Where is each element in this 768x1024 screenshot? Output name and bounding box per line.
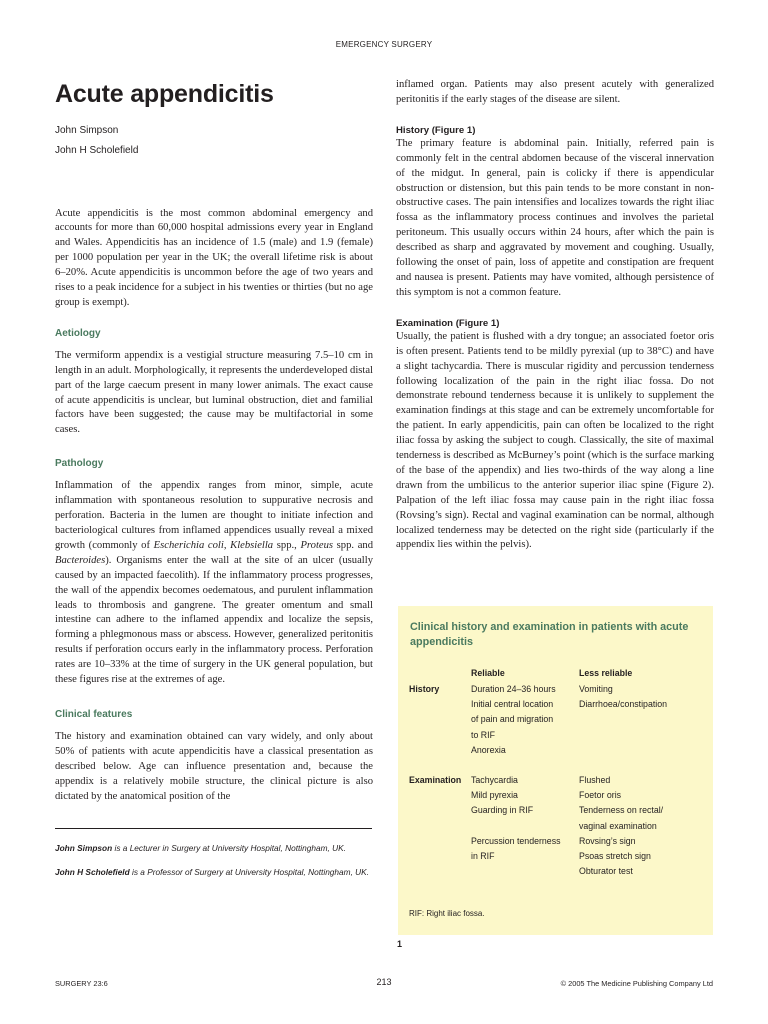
table-cell: Tenderness on rectal/ [579,805,664,816]
table-cell: in RIF [471,851,495,862]
table-cell: of pain and migration [471,714,554,725]
table-cell: Percussion tenderness [471,836,561,846]
bio-2-text: is a Professor of Surgery at University Hospital, Nottingham, UK. [129,867,370,878]
pathology-paragraph [55,479,373,688]
organism-escherichia: Escherichia coli [153,539,224,551]
table-cell: Rovsing’s sign [579,835,636,846]
intro-paragraph: Acute appendicitis is the most common abdominal emergency and accounts for more than 60,000 hospital admissions every year in England and Wales. Appendicitis has an incidence of 1.5 (male) and 1.9 (female) per 1000 population per year in the UK; the overall lifetime risk is about 6–20%. Acute appendicitis is uncommon before the age of two years and rises to a peak incidence for a subject in his twenties or thirties (but no age group is exempt). [55,207,373,308]
table-cell: Initial central location [471,699,554,710]
clinical-features-heading: Clinical features [55,708,133,720]
table-col-less-reliable: Less reliable [579,668,633,678]
table-cell: to RIF [471,729,495,740]
clinical-continuation: inflamed organ. Patients may also present acutely with generalized peritonitis if the early stages of the disease are silent. [396,79,714,105]
organism-bacteroides: Bacteroides [55,554,106,566]
bio-1-name: John Simpson [55,842,113,853]
footer-journal: SURGERY 23:6 [55,979,108,988]
table-title: Clinical history and examination in patients with acute appendicitis [410,621,689,649]
pathology-heading: Pathology [55,458,104,470]
table-col-reliable: Reliable [471,668,505,678]
table-cell: Guarding in RIF [471,805,534,816]
article-title: Acute appendicitis [55,80,274,108]
table-cell: Anorexia [471,744,506,755]
bio-1-text: is a Lecturer in Surgery at University Hospital, Nottingham, UK. [112,842,346,853]
table-cell: Duration 24–36 hours [471,684,556,694]
pathology-text-b: , [223,539,231,551]
exam-less-list [579,773,663,879]
clinical-table-box [398,606,713,935]
table-cell: Psoas stretch sign [579,851,651,862]
history-heading: History (Figure 1) [396,124,476,136]
table-cell: Diarrhoea/constipation [579,699,668,710]
table-cell: Obturator test [579,866,633,877]
author-1: John Simpson [55,125,119,136]
table-cell: Flushed [579,775,611,785]
table-cell: Vomiting [579,684,613,694]
bio-1 [55,841,373,856]
footer-copyright: © 2005 The Medicine Publishing Company Ltd [560,979,713,988]
exam-reliable-list-1 [471,773,533,819]
pathology-text-d: spp. and [333,539,374,551]
running-header: EMERGENCY SURGERY [335,40,433,49]
aetiology-paragraph: The vermiform appendix is a vestigial structure measuring 7.5–10 cm in length in an adult. Morphologically, it represents the underdeveloped distal part of the large caecum present in many lower animals. The exact cause of acute appendicitis is unclear, but luminal obstruction, diet and familial factors have been suggested; the cause may be multifactorial in some cases. [55,349,373,436]
right-column [396,78,714,553]
table-row-history: History [409,684,440,694]
pathology-text-e: ). Organisms enter the wall at the site of an ulcer (usually caused by an impacted faecolith). If the inflammatory process progresses, the wall of the appendix becomes oedematous, and purulent inflammation leads to thrombosis and gangrene. The greater omentum and small intestine can adhere to the inflamed appendix and localize the sepsis, forming a phlegmonous mass or abscess. However, generalized peritonitis results if perforation occurs early in the inflammatory process. Perforation rates are 10–33% at the time of surgery in the UK general population, but these figures rise at the extremes of age. [55,554,373,686]
table-cell: Foetor oris [579,790,622,801]
bio-divider [55,828,372,829]
table-cell: Mild pyrexia [471,790,518,801]
footer-page-number: 213 [376,977,392,987]
organism-proteus: Proteus [300,539,334,551]
table-cell: vaginal examination [579,820,657,831]
author-2: John H Scholefield [55,144,139,156]
history-paragraph: The primary feature is abdominal pain. Initially, referred pain is commonly felt in the central abdomen because of the visceral innervation of the midgut. In general, pain is colicky if there is appendicular obstruction or distension, but this pain tends to be more constant in non-obstructive cases. The pain intensifies and localizes towards the right iliac fossa as the inflammatory process continues and involves the parietal peritoneum. This usually occurs within 24 hours, after which the pain is described as sharp and aggravated by movement and coughing. Usually, following the onset of pain, loss of appetite and constipation are frequent and nausea is present. Patients may have vomited, although persistence of this symptom is not a common feature. [396,137,714,298]
left-column [55,78,373,880]
clinical-features-paragraph: The history and examination obtained can vary widely, and only about 50% of patients with acute appendicitis have a classical presentation as described below. Age can influence presentation and, because the appendix is a relatively mobile structure, the clinical picture is also dictated by the anatomical position of the [55,730,373,802]
bio-2-name: John H Scholefield [55,867,130,878]
aetiology-heading: Aetiology [55,327,101,339]
table-footnote: RIF: Right iliac fossa. [409,909,485,918]
examination-paragraph: Usually, the patient is flushed with a dry tongue; an associated foetor oris is often present. Patients tend to be mildly pyrexial (up to 38°C) and have a slight tachycardia. There is muscular rigidity and percussion tenderness following localization of the pain in the right iliac fossa. Do not demonstrate rebound tenderness because it is unlikely to supplement the examination findings at this stage and can be extremely uncomfortable for the patient. In early appendicitis, pain can often be localized to the right iliac fossa by asking the subject to cough. Classically, the site of maximal tenderness is described as McBurney’s point (which is the surface marking of the base of the appendix) and lies two-thirds of the way along a line drawn from the umbilicus to the anterior superior iliac spine (Figure 2). Palpation of the left iliac fossa may cause pain in the right iliac fossa (Rovsing’s sign). Rectal and vaginal examination can be normal, although localized tenderness may be detected on the right side (particularly if the appendix lies within the pelvis). [396,330,714,551]
table-cell: Tachycardia [471,775,518,785]
organism-klebsiella: Klebsiella [230,539,274,551]
bio-2 [55,865,373,880]
history-less-list [579,682,667,712]
pathology-text-c: spp., [273,539,301,551]
pathology-text-a: Inflammation of the appendix ranges from minor, simple, acute inflammation with spontaneous resolution to suppurative necrosis and perforation. Bacteria in the lumen are thought to initiate infection and bacteriological cultures from inflamed appendices usually reveal a mixed growth (commonly of [55,480,373,551]
history-reliable-list [471,682,556,758]
table-row-examination: Examination [409,775,462,785]
exam-reliable-list-2 [471,834,561,864]
figure-number: 1 [397,939,403,949]
examination-heading: Examination (Figure 1) [396,317,500,329]
